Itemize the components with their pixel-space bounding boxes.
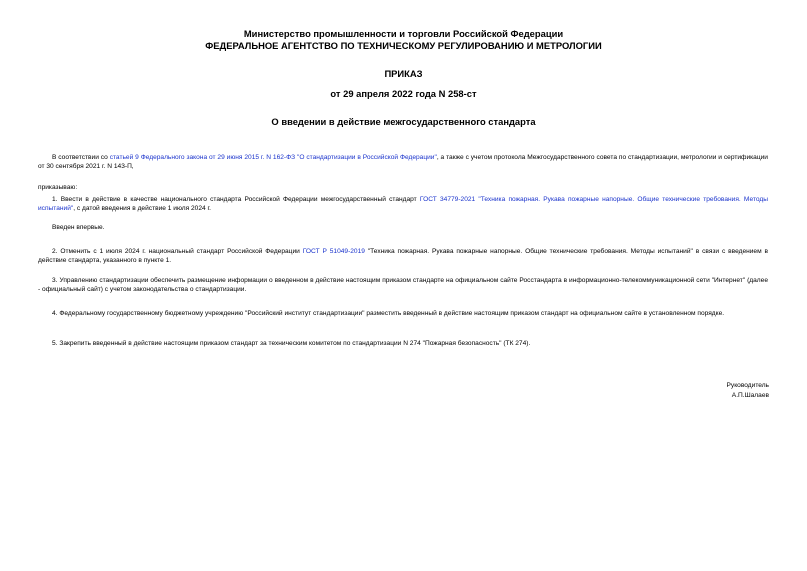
paragraph-item-5: 5. Закрепить введенный в действие настоящим приказом стандарт за техническим комитетом по стандартизации N 274 "Пожарная безопасность" (ТК 274).	[52, 340, 531, 347]
document-type: ПРИКАЗ	[384, 68, 423, 79]
preamble-text-end: , а также с учетом протокола Межгосударственного совета по стандартизации, метрологии и сертификации от 30 сентября 2021 г. N 143-П,	[38, 154, 768, 170]
agency-name: ФЕДЕРАЛЬНОЕ АГЕНТСТВО ПО ТЕХНИЧЕСКОМУ РЕГУЛИРОВАНИЮ И МЕТРОЛОГИИ	[205, 40, 602, 51]
gost-r-51049-link[interactable]: ГОСТ Р 51049-2019	[302, 248, 365, 255]
paragraph-item-1	[38, 195, 768, 213]
item-1-text-start: 1. Ввести в действие в качестве национального стандарта Российской Федерации межгосударственный стандарт	[52, 196, 420, 203]
item-2-text-end: "Техника пожарная. Рукава пожарные напорные. Общие технические требования. Методы испытаний" в связи с введением в действие стандарта, указанного в пункте 1.	[38, 248, 769, 264]
document-date-number: от 29 апреля 2022 года N 258-ст	[330, 88, 477, 99]
paragraph-item-4: 4. Федеральному государственному бюджетному учреждению "Российский институт стандартизации" разместить введенный в действие настоящим приказом стандарт на официальном сайте в установленном порядке.	[52, 310, 725, 317]
preamble-text-start: В соответствии со	[52, 154, 110, 161]
paragraph-item-3: 3. Управлению стандартизации обеспечить размещение информации о введенном в действие настоящим приказом стандарте на официальном сайте Росстандарта в информационно-телекоммуникационной сети "Интернет" (далее - официальный сайт) с учетом законодательства о стандартизации.	[38, 277, 768, 293]
paragraph-item-2	[38, 247, 768, 265]
signature-role: Руководитель	[726, 382, 769, 389]
paragraph-order-word: приказываю:	[38, 184, 78, 191]
gost-34779-link[interactable]: ГОСТ 34779-2021 "Техника пожарная. Рукава пожарные напорные. Общие технические требования. Методы испытаний"	[38, 196, 769, 212]
paragraph-introduced-first: Введен впервые.	[52, 224, 105, 231]
document-title: О введении в действие межгосударственного стандарта	[271, 116, 536, 127]
ministry-name: Министерство промышленности и торговли Российской Федерации	[243, 28, 564, 39]
signature-name: А.П.Шалаев	[731, 392, 769, 399]
paragraph-preamble	[38, 153, 768, 171]
item-2-text-start: 2. Отменить с 1 июля 2024 г. национальный стандарт Российской Федерации	[52, 248, 303, 255]
federal-law-link[interactable]: статьей 9 Федерального закона от 29 июня 2015 г. N 162-ФЗ "О стандартизации в Российской Федерации"	[109, 154, 437, 161]
item-1-text-end: , с датой введения в действие 1 июля 2024 г.	[73, 205, 211, 212]
